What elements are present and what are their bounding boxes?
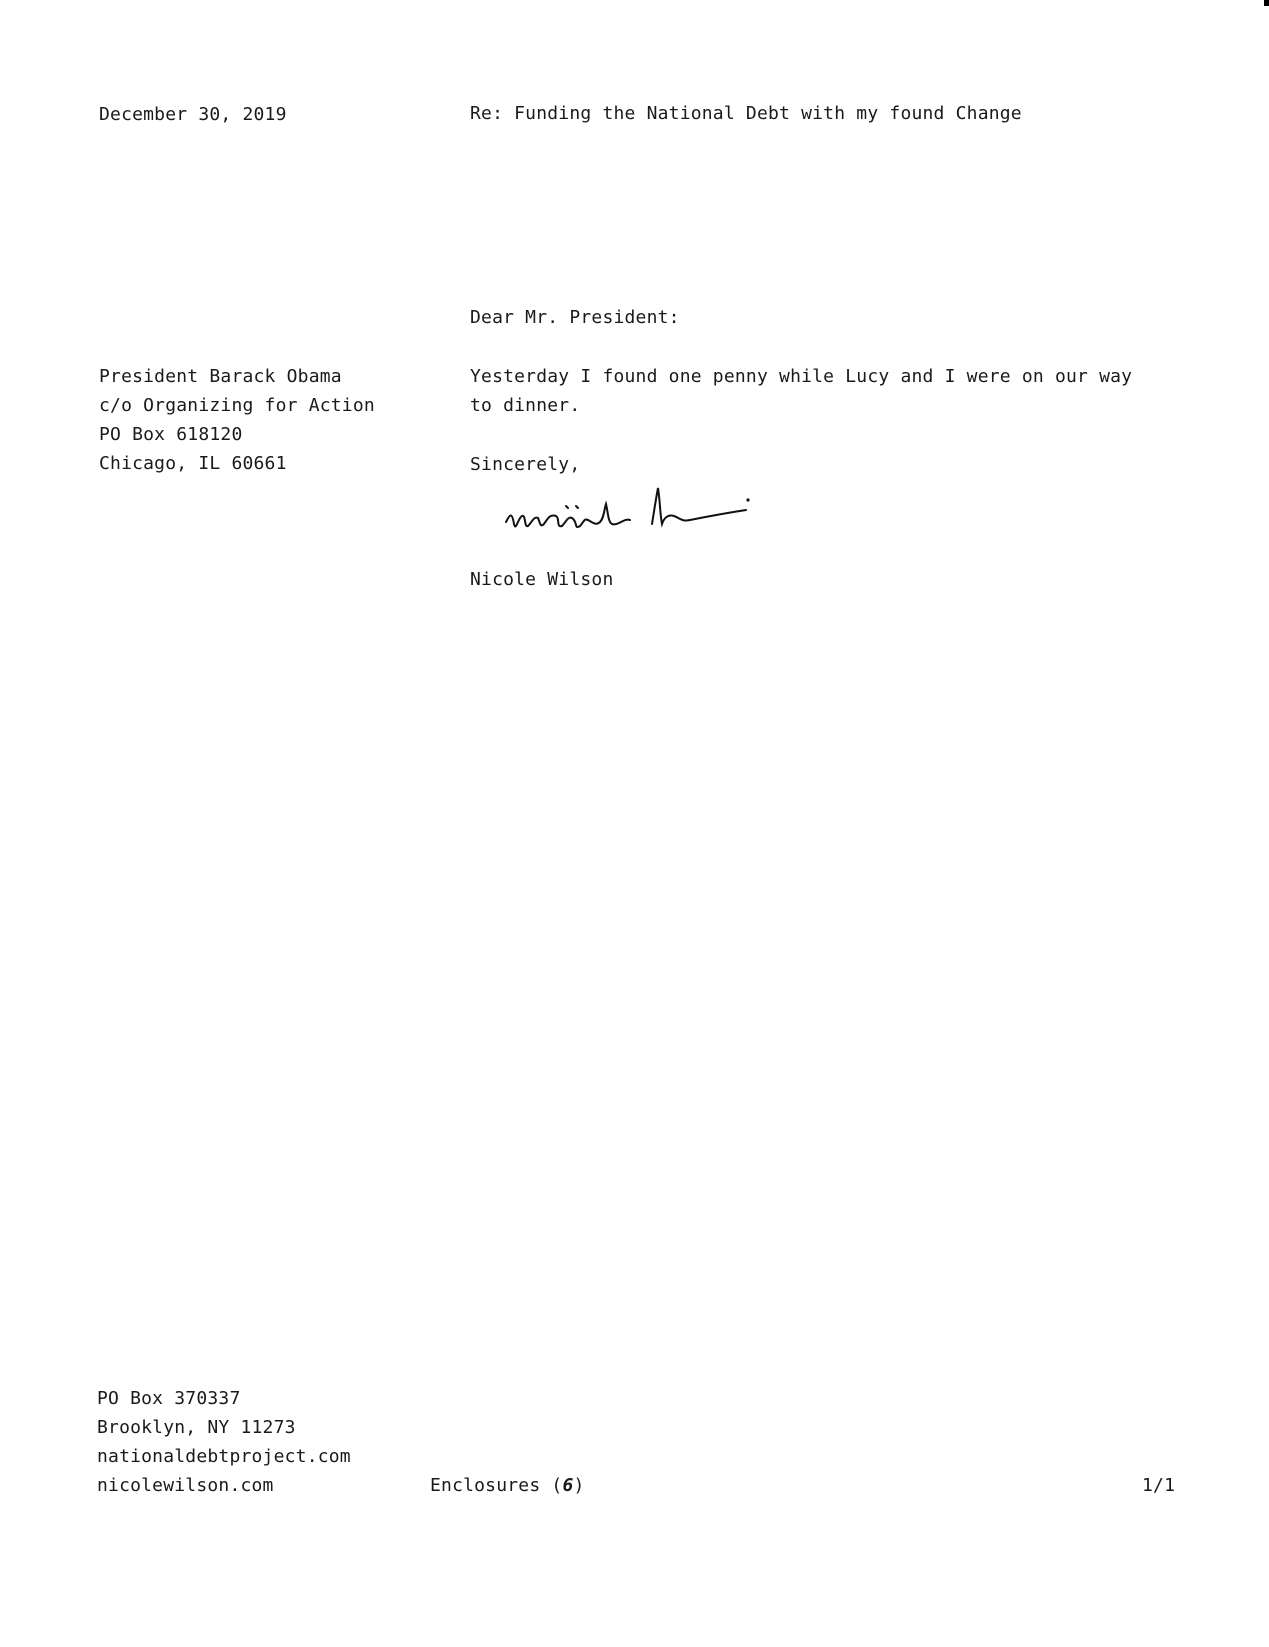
sender-address: [97, 1384, 351, 1500]
handwritten-signature: [500, 478, 780, 548]
website-nicole-wilson: nicolewilson.com: [97, 1475, 274, 1496]
salutation: Dear Mr. President:: [470, 307, 680, 328]
enclosures-count: 6: [562, 1475, 574, 1496]
recipient-address: [99, 362, 375, 478]
recipient-name: President Barack Obama: [99, 366, 342, 387]
recipient-care-of: c/o Organizing for Action: [99, 395, 375, 416]
enclosures-note: [430, 1471, 585, 1500]
signer-name: Nicole Wilson: [470, 569, 614, 590]
sender-city: Brooklyn, NY 11273: [97, 1417, 296, 1438]
sender-po-box: PO Box 370337: [97, 1388, 241, 1409]
enclosures-label: Enclosures (: [430, 1475, 563, 1496]
scan-corner-mark: [1264, 0, 1269, 6]
letter-date: December 30, 2019: [99, 104, 287, 125]
letter-subject: Re: Funding the National Debt with my found Change: [470, 103, 1022, 124]
recipient-po-box: PO Box 618120: [99, 424, 243, 445]
recipient-city: Chicago, IL 60661: [99, 453, 287, 474]
letter-body: Yesterday I found one penny while Lucy and I were on our way to dinner.: [470, 366, 1133, 416]
enclosures-close: ): [573, 1475, 585, 1496]
page-number: 1/1: [1142, 1475, 1176, 1496]
website-national-debt-project: nationaldebtproject.com: [97, 1446, 351, 1467]
letter-closing: Sincerely,: [470, 454, 581, 475]
